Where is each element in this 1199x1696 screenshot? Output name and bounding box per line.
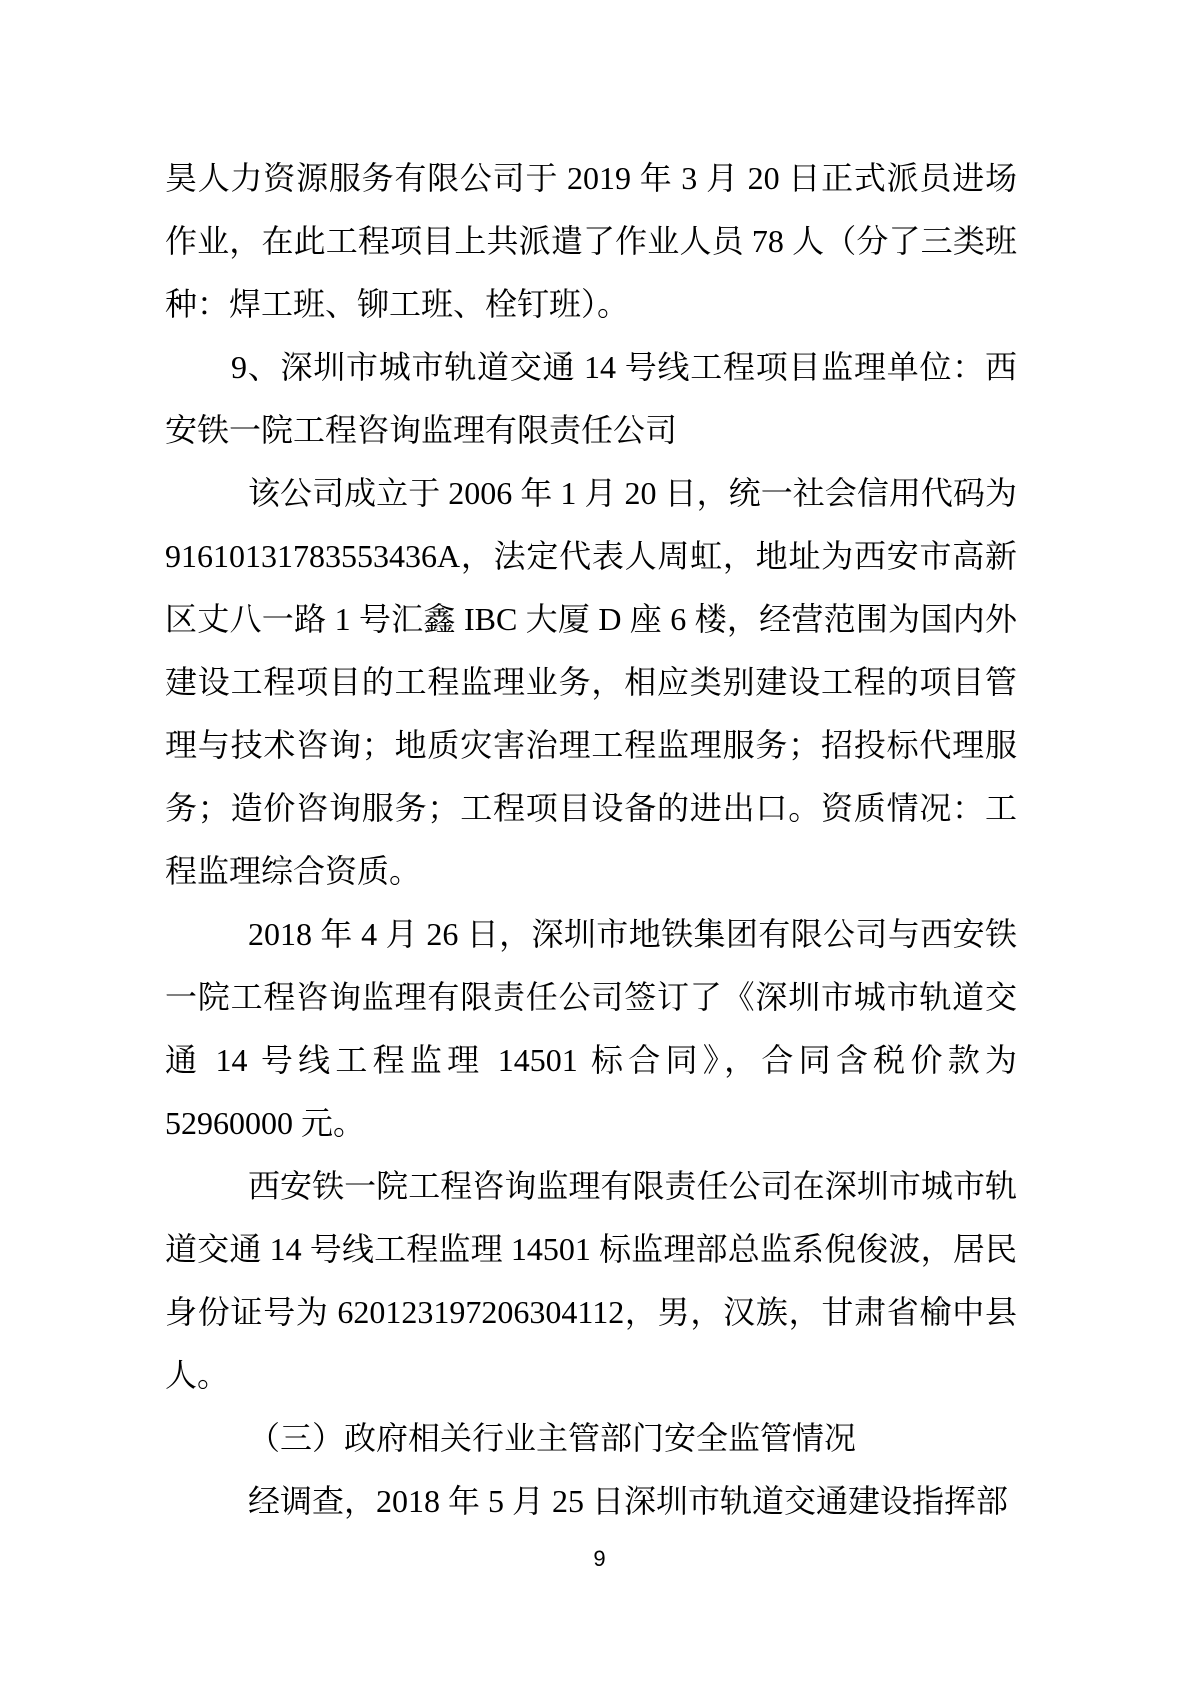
paragraph-section-9-heading: 9、深圳市城市轨道交通 14 号线工程项目监理单位：西安铁一院工程咨询监理有限责任公司 (165, 349, 1017, 448)
paragraph-section-3-heading: （三）政府相关行业主管部门安全监管情况 (248, 1420, 857, 1456)
page-number: 9 (593, 1546, 606, 1571)
paragraph-company-profile: 该公司成立于 2006 年 1 月 20 日，统一社会信用代码为 91610131783553436A，法定代表人周虹，地址为西安市高新区丈八一路 1 号汇鑫 IBC 大厦 D 座 6 楼，经营范围为国内外建设工程项目的工程监理业务，相应类别建设工程的项目管理与技术咨询；地质灾害治理工程监理服务；招投标代理服务；造价咨询服务；工程项目设备的进出口。资质情况：工程监理综合资质。 (165, 475, 1017, 889)
page-footer (0, 1544, 1199, 1574)
paragraph-continuation: 昊人力资源服务有限公司于 2019 年 3 月 20 日正式派员进场作业，在此工程项目上共派遣了作业人员 78 人（分了三类班种：焊工班、铆工班、栓钉班）。 (165, 160, 1017, 322)
paragraph-supervisor: 西安铁一院工程咨询监理有限责任公司在深圳市城市轨道交通 14 号线工程监理 14501 标监理部总监系倪俊波，居民身份证号为 620123197206304112，男，汉族，甘肃省榆中县人。 (165, 1168, 1017, 1393)
document-body (165, 147, 1017, 1533)
paragraph-contract: 2018 年 4 月 26 日，深圳市地铁集团有限公司与西安铁一院工程咨询监理有限责任公司签订了《深圳市城市轨道交通 14 号线工程监理 14501 标合同》，合同含税价款为 52960000 元。 (165, 916, 1017, 1141)
paragraph-investigation: 经调查，2018 年 5 月 25 日深圳市轨道交通建设指挥部 (248, 1483, 1009, 1519)
